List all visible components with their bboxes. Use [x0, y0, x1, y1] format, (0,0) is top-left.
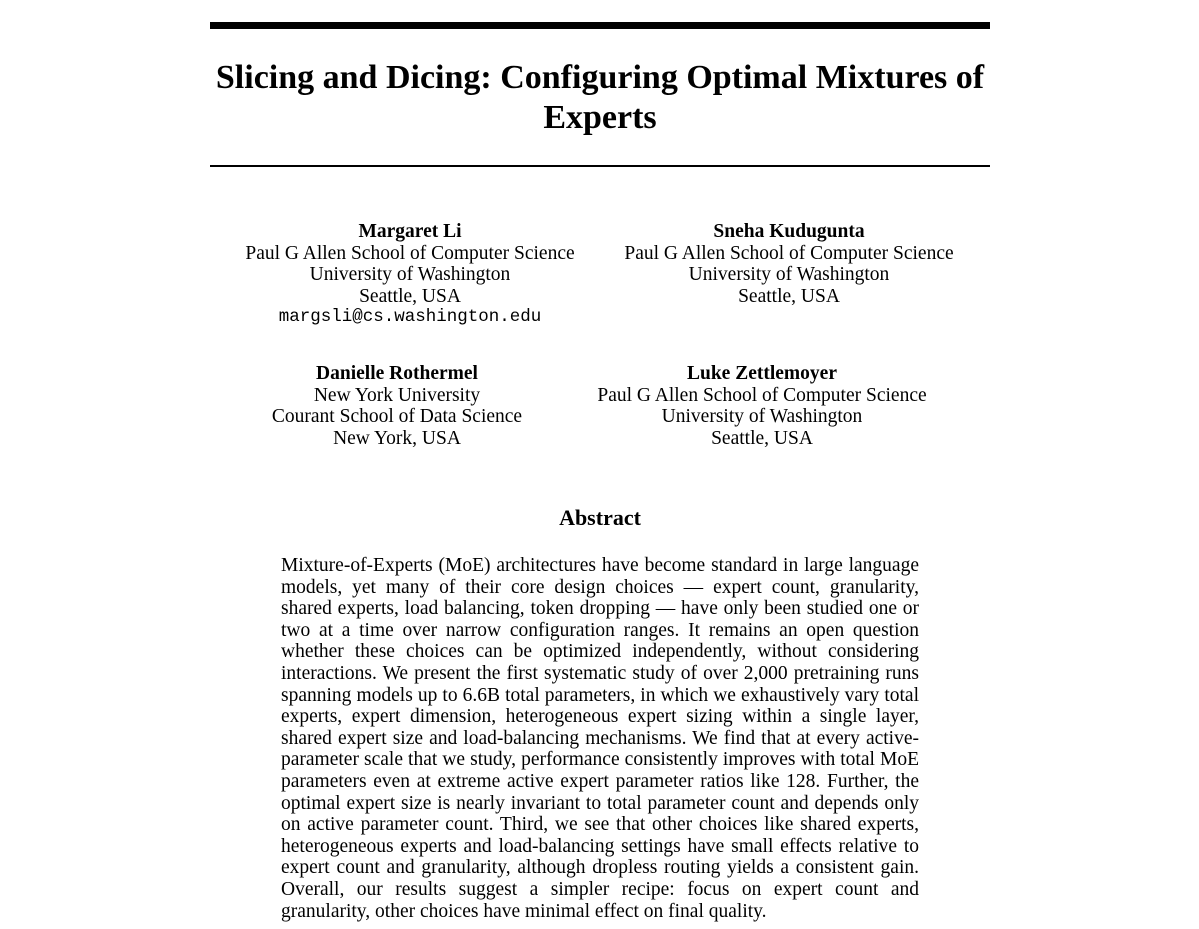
author-block-1	[230, 221, 590, 329]
author-name: Margaret Li	[358, 221, 462, 242]
author-affiliation: Seattle, USA	[711, 427, 813, 449]
author-affiliation: Seattle, USA	[738, 285, 840, 307]
author-email: margsli@cs.washington.edu	[278, 307, 542, 328]
abstract-text: Mixture-of-Experts (MoE) architectures have become standard in large language models, yet many of their core design choices — expert count, granularity, shared experts, load balancing, token dropping — have only been studied one or two at a time over narrow configuration ranges. It remains an open question whether these choices can be optimized independently, without considering interactions. We present the first systematic study of over 2,000 pretraining runs spanning models up to 6.6B total parameters, in which we exhaustively vary total experts, expert dimension, heterogeneous expert sizing within a single layer, shared expert size and load-balancing mechanisms. We find that at every active-parameter scale that we study, performance consistently improves with total MoE parameters even at extreme active expert parameter ratios like 128. Further, the optimal expert size is nearly invariant to total parameter count and depends only on active parameter count. Third, we see that other choices like shared experts, heterogeneous experts and load-balancing settings have small effects relative to expert count and granularity, although dropless routing yields a consistent gain. Overall, our results suggest a simpler recipe: focus on expert count and granularity, other choices have minimal effect on final quality.	[281, 555, 919, 922]
author-name: Sneha Kudugunta	[713, 221, 865, 242]
author-affiliation: University of Washington	[309, 264, 511, 286]
author-block-3	[217, 363, 577, 449]
author-affiliation: University of Washington	[688, 264, 890, 286]
author-affiliation: Paul G Allen School of Computer Science	[597, 384, 927, 406]
author-name: Luke Zettlemoyer	[686, 363, 837, 384]
paper-title: Slicing and Dicing: Configuring Optimal Mixtures of Experts	[215, 59, 985, 136]
author-affiliation: University of Washington	[661, 406, 863, 428]
author-affiliation: New York, USA	[333, 427, 461, 449]
author-affiliation: Paul G Allen School of Computer Science	[245, 242, 575, 264]
top-rule	[210, 22, 990, 29]
title-bottom-rule	[210, 165, 990, 167]
author-affiliation: Seattle, USA	[359, 285, 461, 307]
author-name: Danielle Rothermel	[316, 363, 478, 384]
author-block-4	[582, 363, 942, 449]
author-affiliation: Courant School of Data Science	[271, 406, 523, 428]
author-affiliation: Paul G Allen School of Computer Science	[624, 242, 954, 264]
author-block-2	[609, 221, 969, 307]
abstract-heading: Abstract	[559, 505, 641, 530]
author-affiliation: New York University	[313, 384, 481, 406]
